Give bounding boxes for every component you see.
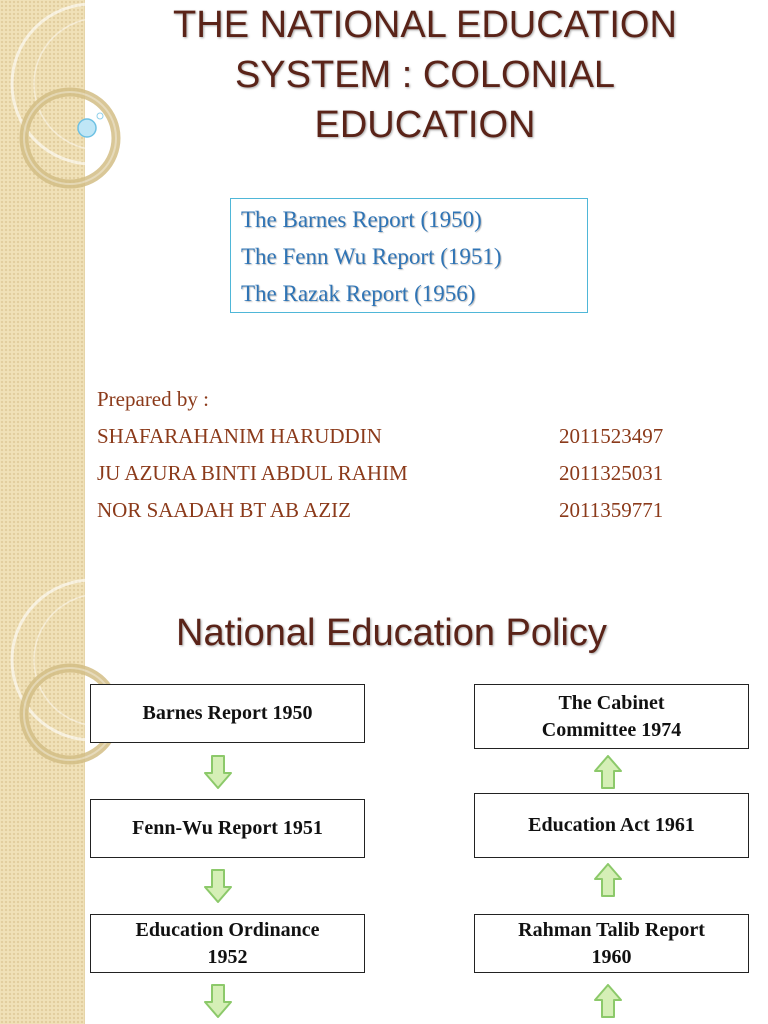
bubble-decoration bbox=[78, 119, 96, 137]
prepared-by-section bbox=[97, 381, 717, 529]
flow-box-left bbox=[90, 799, 365, 858]
flow-box-label: Fenn-Wu Report 1951 bbox=[132, 817, 323, 839]
prepared-by-label: Prepared by : bbox=[97, 387, 209, 411]
author-id: 2011523497 bbox=[559, 424, 664, 448]
flow-box-label: Rahman Talib Report 1960 bbox=[518, 918, 705, 968]
flow-box-label: The Cabinet Committee 1974 bbox=[541, 691, 682, 741]
flow-box-left bbox=[90, 684, 365, 743]
flow-box-left bbox=[90, 914, 365, 973]
title-line: EDUCATION bbox=[314, 104, 536, 146]
author-row bbox=[97, 418, 717, 455]
slide-policy bbox=[0, 576, 768, 1024]
flow-box-label: Education Ordinance 1952 bbox=[135, 918, 320, 968]
author-row bbox=[97, 455, 717, 492]
arrow-down-icon bbox=[204, 869, 232, 903]
flow-box-label: Education Act 1961 bbox=[528, 814, 695, 836]
arrow-up-icon bbox=[594, 755, 622, 789]
flow-box-label: Barnes Report 1950 bbox=[142, 702, 313, 724]
report-item: The Razak Report (1956) bbox=[241, 281, 476, 306]
arrow-up-icon bbox=[594, 863, 622, 897]
flow-box-right bbox=[474, 793, 749, 858]
author-name: NOR SAADAH BT AB AZIZ bbox=[97, 498, 351, 522]
report-item: The Barnes Report (1950) bbox=[241, 207, 482, 232]
slide-title-heading bbox=[100, 0, 750, 150]
author-row bbox=[97, 492, 717, 529]
report-item: The Fenn Wu Report (1951) bbox=[241, 244, 502, 269]
author-id: 2011325031 bbox=[559, 461, 664, 485]
author-name: JU AZURA BINTI ABDUL RAHIM bbox=[97, 461, 408, 485]
arrow-up-icon bbox=[594, 984, 622, 1018]
reports-box bbox=[230, 198, 588, 313]
arrow-down-icon bbox=[204, 755, 232, 789]
policy-title: National Education Policy bbox=[176, 612, 607, 654]
title-line: THE NATIONAL EDUCATION bbox=[173, 4, 677, 46]
arrow-down-icon bbox=[204, 984, 232, 1018]
flow-box-right bbox=[474, 684, 749, 749]
author-name: SHAFARAHANIM HARUDDIN bbox=[97, 424, 382, 448]
author-id: 2011359771 bbox=[559, 498, 664, 522]
title-line: SYSTEM : COLONIAL bbox=[234, 54, 616, 96]
flow-box-right bbox=[474, 914, 749, 973]
